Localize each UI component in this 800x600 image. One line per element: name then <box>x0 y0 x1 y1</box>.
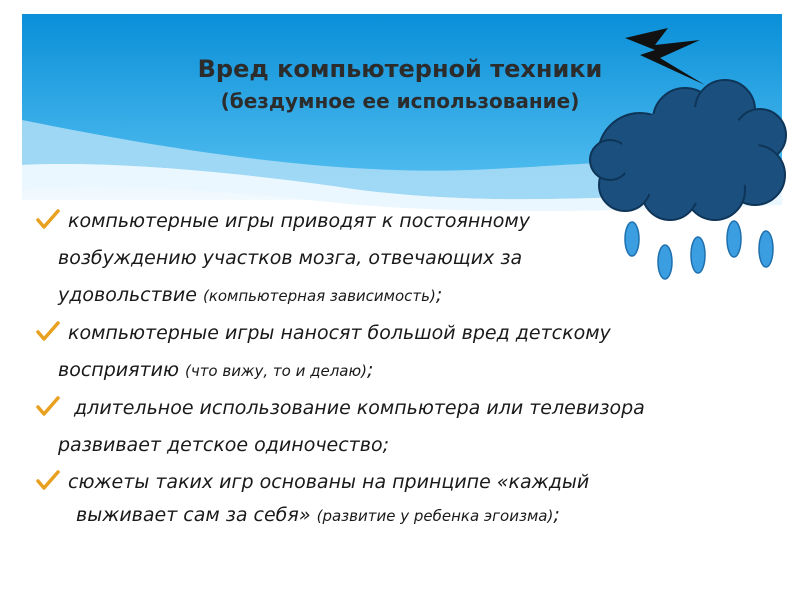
checkmark-icon <box>36 469 60 491</box>
bullet-list <box>20 203 780 531</box>
bullet-tail: ; <box>553 504 560 526</box>
bullet-text: развивает детское одиночество; <box>58 434 389 456</box>
bullet-4-line-1 <box>20 464 780 501</box>
bullet-text: восприятию <box>58 359 185 381</box>
bullet-text: компьютерные игры приводят к постоянному <box>68 210 530 232</box>
bullet-1-line-1 <box>20 203 780 240</box>
bullet-text: компьютерные игры наносят большой вред детскому <box>68 322 611 344</box>
title-line-2: (бездумное ее использование) <box>220 89 580 113</box>
bullet-note: (развитие у ребенка эгоизма) <box>316 507 554 525</box>
checkmark-icon <box>36 395 60 417</box>
bullet-text: сюжеты таких игр основаны на принципе «каждый <box>68 471 590 493</box>
bullet-text: длительное использование компьютера или телевизора <box>68 397 645 419</box>
bullet-3-line-2 <box>20 427 780 464</box>
checkmark-icon <box>36 320 60 342</box>
bullet-note: (что вижу, то и делаю) <box>184 362 367 380</box>
checkmark-icon <box>36 208 60 230</box>
bullet-1-line-2 <box>20 240 780 277</box>
bullet-tail: ; <box>435 284 443 306</box>
bullet-4-line-2 <box>20 501 780 531</box>
bullet-tail: ; <box>366 359 374 381</box>
bullet-note: (компьютерная зависимость) <box>202 287 436 305</box>
bullet-text: выживает сам за себя» <box>76 504 317 526</box>
bullet-text: возбуждению участков мозга, отвечающих за <box>58 247 523 269</box>
slide-title <box>90 52 710 116</box>
bullet-2-line-1 <box>20 315 780 352</box>
bullet-2-line-2 <box>20 352 780 390</box>
title-line-1: Вред компьютерной техники <box>197 55 603 83</box>
bullet-text: удовольствие <box>58 284 203 306</box>
bullet-3-line-1 <box>20 390 780 427</box>
bullet-1-line-3 <box>20 277 780 315</box>
